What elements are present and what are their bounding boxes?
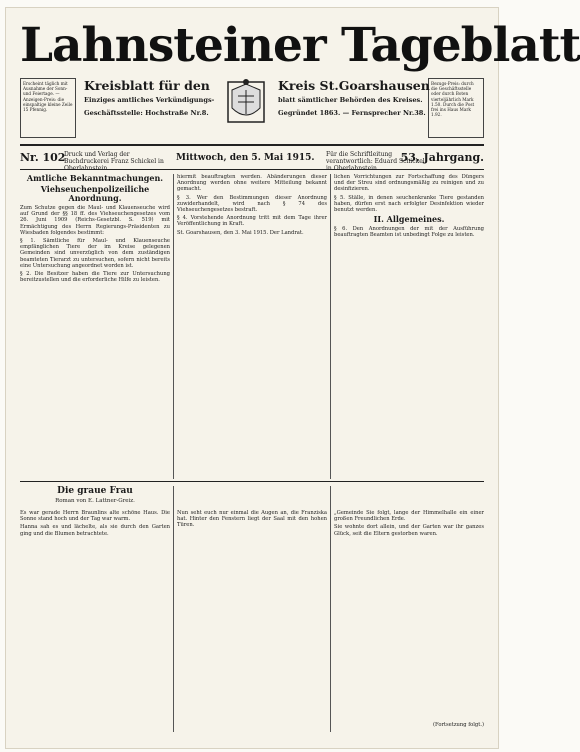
continuation-note: (Fortsetzung folgt.) [432, 722, 484, 728]
column-continued [177, 174, 327, 479]
issue-date: Mittwoch, den 5. Mai 1915. [176, 153, 315, 163]
subscription-box-right: Bezugs-Preis: durch die Geschäftsstelle oder durch Boten vierteljährlich Mark 1.50. Durch die Post frei ins Haus Mark 1.92. [428, 78, 484, 138]
kreis-label: Kreis St.Goarshausen [278, 78, 430, 93]
subscription-box-left: Erscheint täglich mit Ausnahme der Sonn- und Feiertage. — Anzeigen-Preis: die einspaltige kleine Zeile 15 Pfennig. [20, 78, 76, 138]
paragraph: St. Goarshausen, den 3. Mai 1915. Der Landrat. [177, 229, 304, 236]
paragraph: § 6. Den Anordnungen der mit der Ausführung beauftragten Beamten ist unbedingt Folge zu leisten. [334, 226, 484, 239]
feuilleton-author: Roman von E. Lattner-Greiz. [55, 498, 135, 504]
paragraph: § 4. Vorstehende Anordnung tritt mit dem Tage ihrer Veröffentlichung in Kraft. [177, 215, 327, 228]
blatt-label: blatt sämtlicher Behörden des Kreises. [278, 96, 423, 104]
section-heading: Amtliche Bekanntmachungen. [26, 173, 164, 183]
paragraph: Sie wohnte dort allein, und der Garten war ihr ganzes Glück, seit die Eltern gestorben waren. [334, 524, 484, 537]
masthead-title: Lahnsteiner Tageblatt [20, 18, 580, 73]
kreisblatt-label: Kreisblatt für den [84, 78, 210, 93]
column-divider [173, 174, 174, 479]
paragraph: § 2. Die Besitzer haben die Tiere zur Untersuchung bereitzustellen und die erforderliche Hilfe zu leisten. [20, 271, 170, 284]
feuilleton-title: Die graue Frau [57, 486, 133, 496]
einziges-label: Einziges amtliches Verkündigungs- [84, 96, 215, 104]
paragraph: hiermit beauftragten werden. Abänderungen dieser Anordnung werden ohne weitere Mitteilung bekannt gemacht. [177, 174, 327, 193]
feuilleton-column-1 [20, 510, 170, 732]
section-heading: II. Allgemeines. [373, 214, 445, 225]
gegruendet-label: Gegründet 1863. — Fernsprecher Nr.38. [278, 109, 426, 117]
paragraph: § 1. Sämtliche für Maul- und Klauenseuche empfänglichen Tiere der im Kreise gelegenen Gemeinden sind unverzüglich von dem zuständigen beamteten Tierarzt zu untersuchen, sofern nicht bereits eine Untersuchung angeordnet worden ist. [20, 238, 170, 269]
paragraph: „Gemeinde Sie folgt, lange der Himmelhalle ein einer großen Freundlichen Erde. [334, 510, 484, 523]
paragraph: § 5. Ställe, in denen seuchenkranke Tiere gestanden haben, dürfen erst nach erfolgter Desinfektion wieder benutzt werden. [334, 194, 484, 214]
article-heading: Viehseuchenpolizeiliche Anordnung. [40, 184, 150, 203]
paragraph: § 3. Wer den Bestimmungen dieser Anordnung zuwiderhandelt, wird nach § 74 des Viehseuchengesetzes bestraft. [177, 194, 327, 214]
issue-number: Nr. 102 [20, 151, 66, 164]
column-divider [330, 174, 331, 479]
volume-year: 53. Jahrgang. [400, 151, 484, 164]
column-official-notices [20, 174, 170, 479]
geschaeftsstelle-label: Geschäftsstelle: Hochstraße Nr.8. [84, 109, 209, 117]
paragraph: Zum Schutze gegen die Maul- und Klauenseuche wird auf Grund der §§ 18 ff. des Viehseuchengesetzes vom 26. Juni 1909 (Reichs-Gesetzbl. S. 519) mit Ermächtigung des Herrn Regierungs-Präsidenten zu Wiesbaden folgendes bestimmt: [20, 205, 170, 236]
subheader-rule [20, 169, 484, 170]
printer-note: Druck und Verlag der Buchdruckerei Franz Schickel in [64, 151, 164, 165]
paragraph: Es war gerade Herrn Braunlins alte schöne Haus. Die Sonne stand hoch und der Tag war warm. [20, 510, 170, 523]
coat-of-arms-emblem [224, 76, 268, 130]
editor-note: Für die Schriftleitung verantwortlich: Eduard Schickel [326, 151, 425, 165]
feuilleton-column-2 [177, 510, 327, 732]
column-divider [330, 486, 331, 732]
paragraph: Nun seht euch nur einmal die Augen an, die Franziska hat. Hinter den Fenstern liegt der Saal mit den hohen Türen. [177, 510, 327, 529]
newspaper-page [6, 8, 580, 748]
paragraph: Hanna sah es und lächelte, als sie durch den Garten ging und die Blumen betrachtete. [20, 524, 170, 537]
paragraph: lichen Vorrichtungen zur Fortschaffung des Düngers und der Streu sind ordnungsmäßig zu reinigen und zu desinfizieren. [334, 174, 484, 193]
feuilleton-column-3 [334, 510, 484, 732]
header-rule [20, 144, 484, 146]
column-regulations [334, 174, 484, 479]
feuilleton-rule [20, 481, 484, 482]
column-divider [173, 486, 174, 732]
